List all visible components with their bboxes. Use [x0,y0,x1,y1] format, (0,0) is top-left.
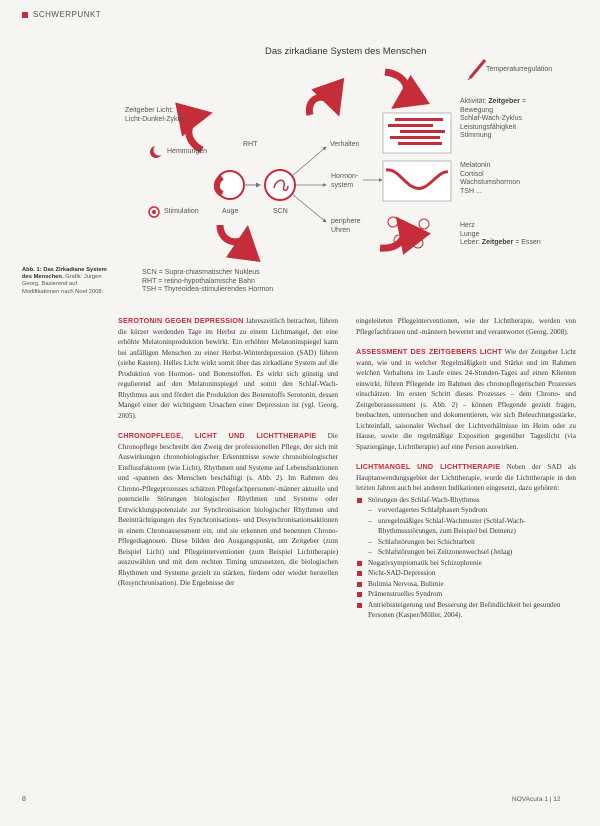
sub-list-item: – Schlafstörungen bei Schichtarbeit [356,537,576,548]
abbreviation-legend [142,269,273,295]
text-column-left [118,316,338,599]
organe-label [460,222,541,248]
heading-lichtmangel: LICHTMANGEL UND LICHTTHERAPIE [356,462,501,471]
paragraph-lichtmangel [356,462,576,494]
melatonin-line3: Wachstumshormon [460,179,521,186]
body-lichtmangel: Neben der SAD als Hauptanwendungsgebiet der Lichttherapie, wurde die Lichttherapie in den letzten Jahren auch bei anderen Indikationen eingesetzt, dazu gehören: [356,463,576,492]
periphere-uhren-line2: Uhren [331,226,351,234]
list-item: Prämenstruelles Syndrom [356,589,576,600]
list-item: Bulimia Nervosa, Bulimie [356,579,576,590]
moon-icon [150,145,165,159]
hemmungen-label: Hemmungen [167,148,208,155]
sub-list-item: – vorverlagertes Schlafphasen Syndrom [356,505,576,516]
thermometer-icon [468,60,485,80]
organe-line3: Leber: Zeitgeber = Essen [460,239,541,246]
melatonin-label [460,162,520,196]
zeitgeber-licht-line2: Licht-Dunkel-Zyklus [125,115,187,123]
aktivitaet-line1: Aktivität: Zeitgeber = [460,98,526,105]
aktivitaet-line4: Leistungsfähigkeit [460,123,517,131]
heading-serotonin: SEROTONIN GEGEN DEPRESSION [118,316,244,325]
figure-caption [22,267,110,296]
list-item: Negativsymptomatik bei Schizophrenie [356,558,576,569]
zeitgeber-licht-line1: Zeitgeber Licht: [125,107,174,114]
text-column-right [356,316,576,621]
auge-label: Auge [222,208,239,215]
list-item: Nicht-SAD-Depression [356,568,576,579]
sub-list-item: – Schlafstörungen bei Zeitzonenwechsel (Jetlag) [356,547,576,558]
organe-line1: Herz [460,222,475,229]
heading-assessment: ASSESSMENT DES ZEITGEBERS LICHT [356,347,503,356]
body-serotonin: Jahreszeitlich betrachtet, führen die kürzer werdenden Tage im Herbst zu einem Lichtmangel, der eine erhöhte Melatoninproduktion bewirkt. Ein erhöhter Melatoninspiegel kann bei anfälligen Menschen zu einer Herbst-Winterdepression (SAD) führen (siehe Kasten). Helles Licht wirkt somit über das zirkadiane System auf die Produktion von Hormon- und Botenstoffen. Es wirkt sich günstig und regulierend auf den Melatoninspiegel und somit den Schlaf-Wach-Rhythmus aus und fördert die Produktion des Botenstoffs Serotonin, dessen Mangel einer der wichtigsten Ursachen einer Depression ist (vgl. Georg, 2005). [118,317,338,420]
list-item: Störungen des Schlaf-Wach-Rhythmus [356,495,576,506]
abbr-tsh: TSH = Thyreoidea-stimulierendes Hormon [142,286,274,293]
paragraph-assessment [356,347,576,452]
abbr-rht: RHT = retino-hypothalamische Bahn [142,277,255,285]
melatonin-line2: Cortisol [460,170,484,178]
scn-output-uhren [292,194,326,222]
paragraph-serotonin [118,316,338,421]
temperatur-label: Temperaturregulation [486,66,553,73]
scn-output-verhalten [292,147,326,176]
organe-line2: Lunge [460,230,480,238]
abbr-scn: SCN = Supra-chiasmatischer Nukleus [142,269,260,276]
scn-circle [265,170,295,200]
organe-key: Zeitgeber [481,239,514,246]
verhalten-label: Verhalten [330,141,360,148]
hormonsystem-label [331,173,358,190]
cycle-arrow-left [189,114,206,150]
journal-issue: NOVAcura 1 | 12 [512,796,561,803]
periphere-uhren-label [331,218,361,235]
scn-label: SCN [273,208,288,215]
aktivitaet-line3: Schlaf-Wach-Zyklus [460,115,522,122]
body-chronopflege: Die Chronopflege beschreibt den Zweig der professionellen Pflege, der sich mit Auswirkungen chronobiologischer Erkenntnisse sowie chronobiologischer Einflussfaktoren (wie Licht), Rhythmen und Systeme auf Lebensfunktionen und -spannen des Menschen beschäftigt (s. Abb. 2). Im Rahmen des Chrono-Pflegeprozesses schätzen Pflegefachpersonen/-männer aktuelle und potenzielle Störungen biologischer Rhythmen und Systeme oder Entwicklungspotenziale zur Synchronisation biologischer Rhythmen und Beeinträchtigungen des Synchronisations- und Desynchronisationsaktionen in einem Chronoassessment ein, und sie erkennen und benennen Chrono-Pflegediagnosen. Diese bilden den Ausgangspunkt, um Zeitgeber (zum Beispiel Licht) und Pflegeinterventionen (zum Beispiel Lichttherapie) auszuwählen und mit dem rechten Timing umzusetzen, die biologischen Rhythmen und Systeme gezielt zu stärken, fördern oder wieder herstellen (Resynchronisation). Die Ergebnisse der [118,432,338,587]
indication-list [356,495,576,621]
aktivitaet-line5: Stimmung [460,132,492,139]
caption-rest: Grafik: Jürgen Georg. Basierend auf Modifikationen nach Noel 2008. [22,274,104,295]
zeitgeber-licht-label [125,107,186,124]
heading-chronopflege: CHRONOPFLEGE, LICHT UND LICHTTHERAPIE [118,431,317,440]
hormonsystem-line2: system [331,181,354,189]
rht-label: RHT [243,141,258,148]
aktivitaet-line2: Bewegung [460,106,494,114]
cycle-arrow-top [309,97,337,115]
melatonin-line1: Melatonin [460,162,491,169]
eye-icon [216,171,244,199]
periphere-uhren-line1: periphere [331,218,361,225]
aktivitaet-label [460,98,526,141]
sun-icon [149,207,159,217]
page-number: 8 [22,796,26,803]
figure-title: Das zirkadiane System des Menschen [265,46,427,57]
paragraph-chronopflege [118,431,338,589]
hormone-wave-box [383,161,451,201]
aktivitaet-key: Zeitgeber [488,98,520,105]
cycle-arrow-right-top [385,72,406,105]
hormonsystem-line1: Hormon- [331,173,359,180]
stimulation-label: Stimulation [164,208,199,215]
sub-list-item: – unregelmäßiges Schlaf-Wachmuster (Schlaf-Wach-Rhythmusstörungen, zum Beispiel bei Demenz) [356,516,576,537]
caption-bold: Abb. 1: Das Zirkadiane System des Menschen. [22,267,107,281]
cycle-arrow-bottom [220,225,247,242]
list-item: Antriebssteigerung und Besserung der Befindlichkeit bei gesunden Personen (Kasper/Möller, 2004). [356,600,576,621]
section-title: SCHWERPUNKT [33,10,102,19]
activity-bars-box [383,113,451,153]
body-assessment: Wie der Zeitgeber Licht wann, wie und in welcher Regelmäßigkeit und Stärke und im Rahmen welchen Verhaltens im Laufe eines 24-Stunden-Tages auf einen Klienten einwirkt, führen Pflegende im Rahmen des chronopflegerischen Prozesses einschätzen. Im ersten Schritt dieses Prozesses – dem Chrono- und Zeitgeberassessment (s. Abb. 2) – können Pflegende gezielt fragen, beobachten, untersuchen und dokumentieren, wie sich Beleuchtungsstärke, Lichteinfall, saisonaler Wechsel der Lichtverhältnisse im Heim oder zu Hause, sowie die regelmäßige Exposition gegenüber Tageslicht (via Spaziergänge, Lichttherapie) auf eine Person auswirken. [356,348,576,451]
melatonin-line4: TSH ... [460,187,482,195]
paragraph-continuation: eingeleiteten Pflegeinterventionen, wie der Lichttherapie, werden von Pflegefachfrauen und -männern bewertet und verantwortet (Georg, 2008). [356,317,576,336]
